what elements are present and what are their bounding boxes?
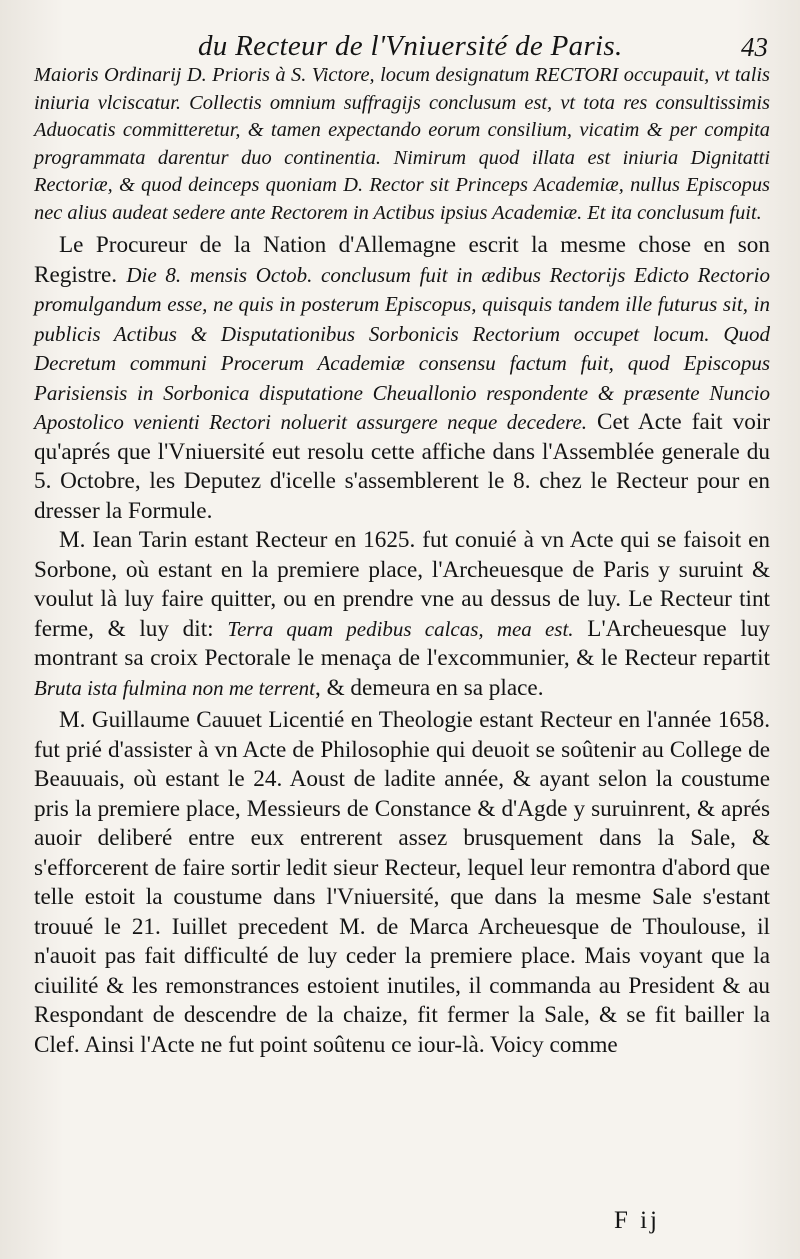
procureur-commentary: Cet Acte fait voir qu'aprés que l'Vniuersité eut resolu cette affiche dans l'Assemblée generale du 5. Octobre, les Deputez d'icelle s'assemblerent le 8. chez le Recteur pour en dresser la Formule. xyxy=(34,409,770,524)
procureur-intro: Le Procureur de la Nation d'Allemagne escrit la mesme chose en son Registre. xyxy=(34,232,770,288)
running-title: du Recteur de l'Vniuersité de Paris. xyxy=(198,30,623,62)
procureur-paragraph xyxy=(34,231,770,526)
page-body xyxy=(34,62,770,1060)
latin-decree-paragraph: Maioris Ordinarij D. Prioris à S. Victore, locum designatum RECTORI occupauit, vt talis iniuria vlciscatur. Collectis omnium suffragijs conclusum est, vt tota res consultissimis Aduocatis committeretur, & tamen expectando eorum consilium, vicatim & per compita programmata darentur duo continentia. Nimirum quod illata est iniuria Dignitatti Rectoriæ, & quod deinceps quoniam D. Rector sit Princeps Academiæ, nullus Episcopus nec alius audeat sedere ante Rectorem in Actibus ipsius Academiæ. Et ita conclusum fuit. xyxy=(34,64,770,224)
tarin-latin-quote-2: Bruta ista fulmina non me terrent xyxy=(34,675,315,700)
procureur-latin-quote: Die 8. mensis Octob. conclusum fuit in ædibus Rectorijs Edicto Rectorio promulgandum esse, ne quis in posterum Episcopus, quisquis tandem ille futurus sit, in publicis Actibus & Disputationibus Sorbonicis Rectorium occupet locum. Quod Decretum communi Procerum Academiæ consensu factum fuit, quod Episcopus Parisiensis in Sorbonica disputatione Cheuallonio respondente & præsente Nuncio Apostolico venienti Rectori noluerit assurgere neque decedere. xyxy=(34,262,770,434)
tarin-latin-quote-1: Terra quam pedibus calcas, mea est. xyxy=(227,616,574,641)
tarin-text-1: M. Iean Tarin estant Recteur en 1625. fut conuié à vn Acte qui se faisoit en Sorbone, où estant en la premiere place, l'Archeuesque de Paris y suruint & voulut là luy faire quitter, ou en prendre vne au dessus de luy. Le Recteur tint ferme, & luy dit: xyxy=(34,527,770,642)
tarin-text-3: , & demeura en sa place. xyxy=(314,674,544,701)
tarin-paragraph xyxy=(34,526,770,703)
signature-mark: F ij xyxy=(613,1207,660,1234)
cauuet-paragraph: M. Guillaume Cauuet Licentié en Theologie estant Recteur en l'année 1658. fut prié d'assister à vn Acte de Philosophie qui deuoit se soûtenir au College de Beauuais, où estant le 24. Aoust de ladite année, & ayant selon la coustume pris la premiere place, Messieurs de Constance & d'Agde y suruinrent, & aprés auoir deliberé entre eux entrerent assez brusquement dans la Sale, & s'efforcerent de faire sortir ledit sieur Recteur, lequel leur remontra d'abord que telle estoit la coustume dans l'Vniuersité, que dans la mesme Sale s'estant trouué le 21. Iuillet precedent M. de Marca Archeuesque de Thoulouse, il n'auoit pas fait difficulté de luy ceder la premiere place. Mais voyant que la ciuilité & les remonstrances estoient inutiles, il commanda au President & au Respondant de descendre de la chaize, fit fermer la Sale, & se fit bailler la Clef. Ainsi l'Acte ne fut point soûtenu ce iour-là. Voicy comme xyxy=(34,707,770,1058)
tarin-text-2: L'Archeuesque luy montrant sa croix Pectorale le menaça de l'excommunier, & le Recteur repartit xyxy=(34,615,771,671)
page-number: 43 xyxy=(741,32,768,62)
